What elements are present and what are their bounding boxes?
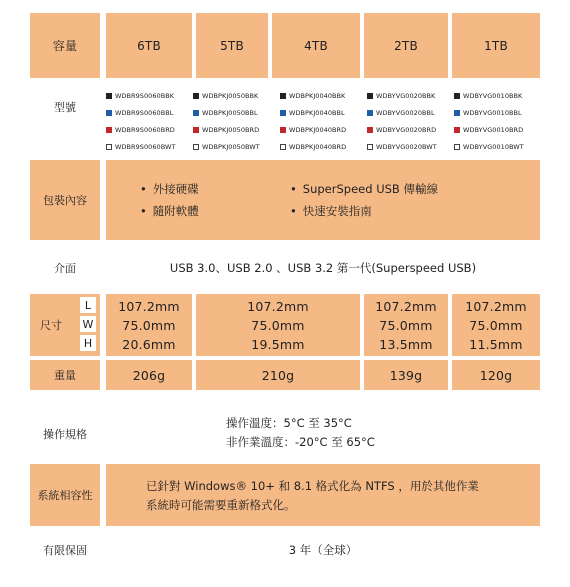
model-item: WDBPKJ0040BBK [280,92,367,100]
operating-label: 操作規格 [43,428,87,441]
compatibility-line: 系統時可能需要重新格式化。 [146,498,296,512]
compatibility-line: 已針對 Windows® 10+ 和 8.1 格式化為 NTFS ，用於其他作業 [146,479,479,493]
model-item: WDBR9S0060BBK [106,92,193,100]
package-list-right [290,178,438,222]
red-swatch-icon [106,127,112,133]
weight-label: 重量 [30,360,100,390]
warranty-value: 3 年（全球） [288,543,358,557]
dimensions-label: 尺寸 [30,294,100,356]
dimension-value: 107.2mm [247,298,309,314]
capacity-4tb: 4TB [272,13,360,78]
capacity-2tb: 2TB [364,13,448,78]
dimension-value: 75.0mm [251,317,305,333]
capacity-1tb: 1TB [452,13,540,78]
red-swatch-icon [454,127,460,133]
weight-6tb: 206g [106,360,192,390]
package-item: • 外接硬碟 [140,178,199,200]
model-item: WDBR9S0060BRD [106,126,193,134]
package-label: 包裝內容 [30,160,100,240]
red-swatch-icon [367,127,373,133]
capacity-label: 容量 [30,13,100,78]
model-item: WDBYVG0010BWT [454,143,541,151]
white-swatch-icon [106,144,112,150]
blue-swatch-icon [367,110,373,116]
dimension-value: 11.5mm [469,336,523,352]
black-swatch-icon [454,93,460,99]
red-swatch-icon [280,127,286,133]
dimension-letter-w: W [80,316,96,332]
compatibility-label: 系統相容性 [30,464,100,526]
dimension-value: 75.0mm [379,317,433,333]
weight-2tb: 139g [364,360,448,390]
dimension-value: 107.2mm [465,298,527,314]
white-swatch-icon [280,144,286,150]
dimension-value: 19.5mm [251,336,305,352]
red-swatch-icon [193,127,199,133]
black-swatch-icon [193,93,199,99]
model-row-blue [106,109,541,117]
dimension-letter-h: H [80,335,96,351]
blue-swatch-icon [454,110,460,116]
model-item: WDBYVG0020BBK [367,92,454,100]
white-swatch-icon [193,144,199,150]
capacity-5tb: 5TB [196,13,268,78]
dimension-value: 107.2mm [375,298,437,314]
model-row-red [106,126,541,134]
model-item: WDBYVG0020BBL [367,109,454,117]
dimension-letter-l: L [80,297,96,313]
blue-swatch-icon [280,110,286,116]
interface-label: 介面 [54,262,76,275]
model-item: WDBPKJ0050BBL [193,109,280,117]
package-list-left [140,178,199,222]
model-item: WDBPKJ0050BBK [193,92,280,100]
black-swatch-icon [367,93,373,99]
package-item: • 快速安裝指南 [290,200,438,222]
dimension-value: 13.5mm [379,336,433,352]
warranty-label: 有限保固 [43,544,87,557]
models-label: 型號 [54,101,76,114]
model-item: WDBYVG0010BRD [454,126,541,134]
capacity-6tb: 6TB [106,13,192,78]
model-item: WDBYVG0010BBL [454,109,541,117]
model-item: WDBPKJ0050BRD [193,126,280,134]
non-operating-temp: 非作業溫度：-20°C 至 65°C [226,435,375,449]
package-item: • 隨附軟體 [140,200,199,222]
white-swatch-icon [367,144,373,150]
model-item: WDBYVG0020BRD [367,126,454,134]
weight-1tb: 120g [452,360,540,390]
model-item: WDBPKJ0040BRD [280,126,367,134]
dimension-value: 75.0mm [469,317,523,333]
dimension-value: 20.6mm [122,336,176,352]
compatibility-text [146,477,479,515]
operating-specs [226,414,375,452]
package-item: • SuperSpeed USB 傳輸線 [290,178,438,200]
model-item: WDBR9S0060BBL [106,109,193,117]
model-item: WDBPKJ0040BRD [280,143,367,151]
model-item: WDBPKJ0050BWT [193,143,280,151]
model-item: WDBYVG0010BBK [454,92,541,100]
model-row-white [106,143,541,151]
interface-value: USB 3.0、USB 2.0 、USB 3.2 第一代(Superspeed USB) [169,261,477,275]
model-row-black [106,92,541,100]
blue-swatch-icon [193,110,199,116]
black-swatch-icon [106,93,112,99]
weight-5-4tb: 210g [196,360,360,390]
model-item: WDBPKJ0040BBL [280,109,367,117]
model-item: WDBYVG0020BWT [367,143,454,151]
model-list [106,92,540,154]
model-item: WDBR9S0060BWT [106,143,193,151]
white-swatch-icon [454,144,460,150]
blue-swatch-icon [106,110,112,116]
dimension-value: 107.2mm [118,298,180,314]
black-swatch-icon [280,93,286,99]
dimension-value: 75.0mm [122,317,176,333]
operating-temp: 操作溫度：5°C 至 35°C [226,416,352,430]
